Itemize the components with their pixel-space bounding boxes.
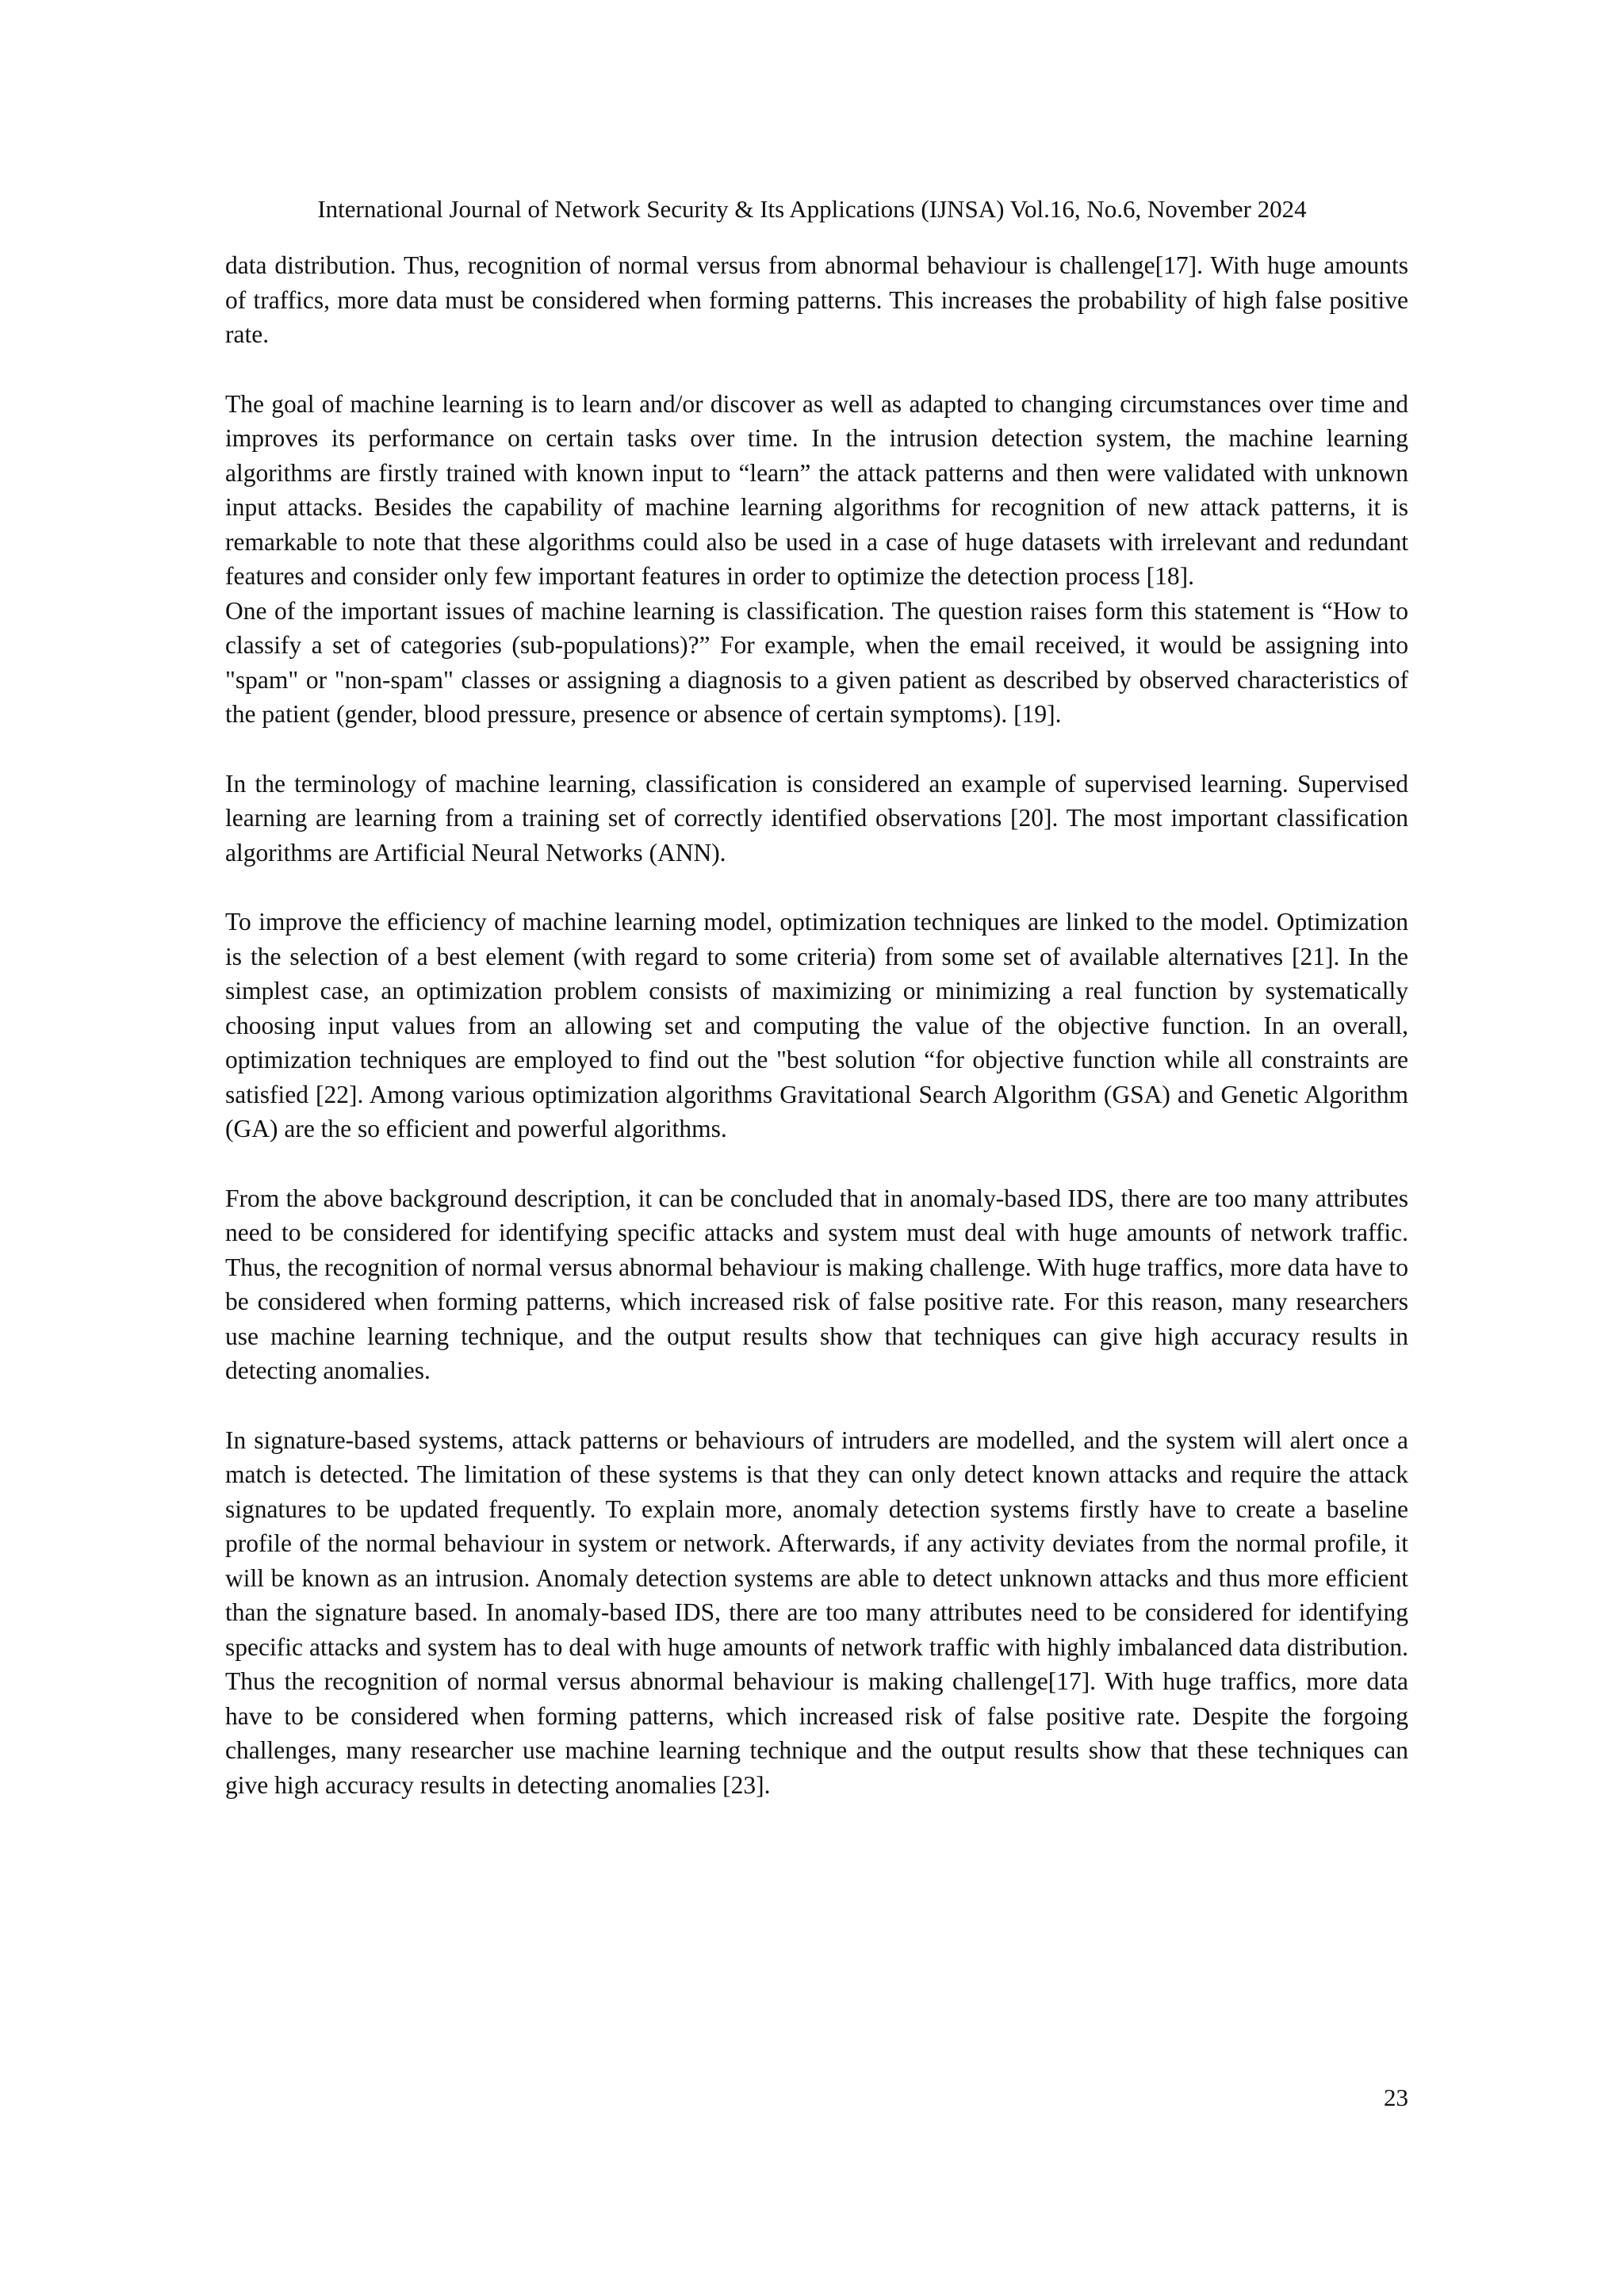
paragraph-background-conclusion: From the above background description, it can be concluded that in anomaly-based IDS, there are too many attributes need to be considered for identifying specific attacks and system must deal with huge amounts of network traffic. Thus, the recognition of normal versus abnormal behaviour is making challenge. With huge traffics, more data have to be considered when forming patterns, which increased risk of false positive rate. For this reason, many researchers use machine learning technique, and the output results show that techniques can give high accuracy results in detecting anomalies. — [225, 1184, 1408, 1384]
paragraph-classification-issue: One of the important issues of machine learning is classification. The question raises form this statement is “How to classify a set of categories (sub-populations)?” For example, when the email received, it would be assigning into "spam" or "non-spam" classes or assigning a diagnosis to a given patient as described by observed characteristics of the patient (gender, blood pressure, presence or absence of certain symptoms). [19]. — [225, 596, 1408, 728]
paragraph-signature-based-systems: In signature-based systems, attack patterns or behaviours of intruders are modelled, and the system will alert once a match is detected. The limitation of these systems is that they can only detect known attacks and require the attack signatures to be updated frequently. To explain more, anomaly detection systems firstly have to create a baseline profile of the normal behaviour in system or network. Afterwards, if any activity deviates from the normal profile, it will be known as an intrusion. Anomaly detection systems are able to detect unknown attacks and thus more efficient than the signature based. In anomaly-based IDS, there are too many attributes need to be considered for identifying specific attacks and system has to deal with huge amounts of network traffic with highly imbalanced data distribution. Thus the recognition of normal versus abnormal behaviour is making challenge[17]. With huge traffics, more data have to be considered when forming patterns, which increased risk of false positive rate. Despite the forgoing challenges, many researcher use machine learning technique and the output results show that these techniques can give high accuracy results in detecting anomalies [23]. — [225, 1425, 1408, 1799]
paragraph-continuation: data distribution. Thus, recognition of normal versus from abnormal behaviour is challenge[17]. With huge amounts of traffics, more data must be considered when forming patterns. This increases the probability of high false positive rate. — [225, 251, 1408, 348]
page-number: 23 — [1384, 2084, 1408, 2111]
paragraph-goal-of-machine-learning: The goal of machine learning is to learn and/or discover as well as adapted to changing circumstances over time and improves its performance on certain tasks over time. In the intrusion detection system, the machine learning algorithms are firstly trained with known input to “learn” the attack patterns and then were validated with unknown input attacks. Besides the capability of machine learning algorithms for recognition of new attack patterns, it is remarkable to note that these algorithms could also be used in a case of huge datasets with irrelevant and redundant features and consider only few important features in order to optimize the detection process [18]. — [225, 389, 1408, 590]
article-body — [225, 248, 1408, 1837]
journal-header: International Journal of Network Security & Its Applications (IJNSA) Vol.16, No.6, November 2024 — [317, 195, 1307, 223]
paragraph-supervised-learning: In the terminology of machine learning, classification is considered an example of supervised learning. Supervised learning are learning from a training set of correctly identified observations [20]. The most important classification algorithms are Artificial Neural Networks (ANN). — [225, 769, 1408, 867]
paragraph-optimization: To improve the efficiency of machine learning model, optimization techniques are linked to the model. Optimization is the selection of a best element (with regard to some criteria) from some set of available alternatives [21]. In the simplest case, an optimization problem consists of maximizing or minimizing a real function by systematically choosing input values from an allowing set and computing the value of the objective function. In an overall, optimization techniques are employed to find out the "best solution “for objective function while all constraints are satisfied [22]. Among various optimization algorithms Gravitational Search Algorithm (GSA) and Genetic Algorithm (GA) are the so efficient and powerful algorithms. — [225, 908, 1408, 1142]
